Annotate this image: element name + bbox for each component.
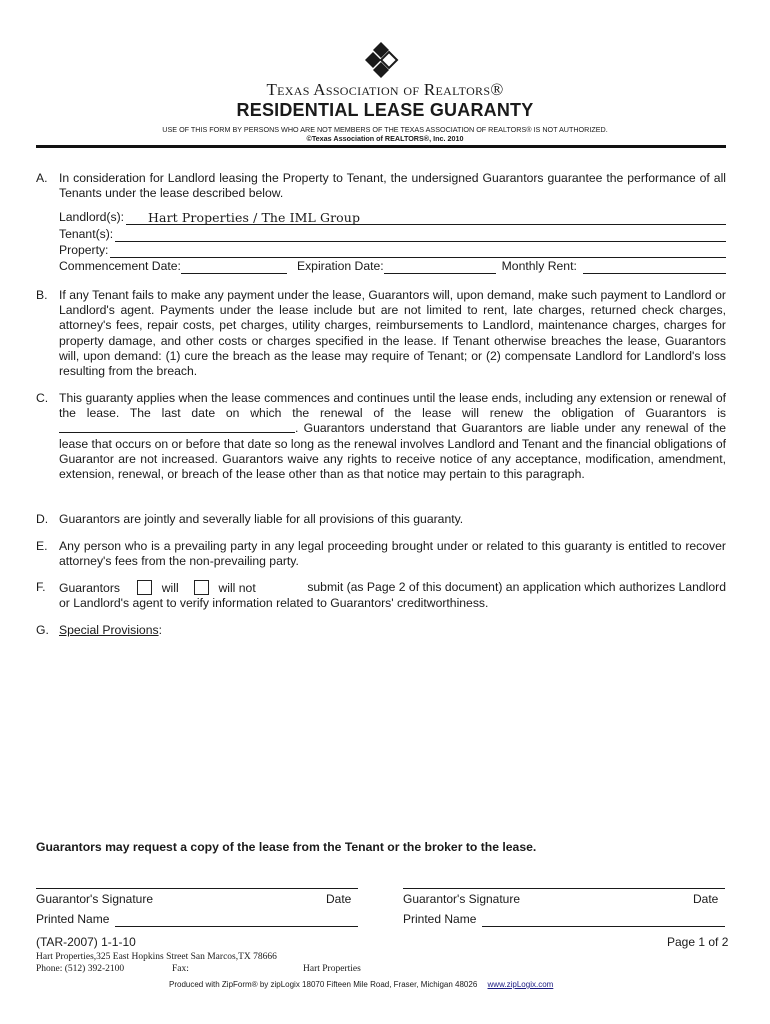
right-sig-label: Guarantor's Signature [403,892,521,906]
page-number: Page 1 of 2 [667,935,729,949]
rent-label: Monthly Rent: [501,259,577,273]
expiration-label: Expiration Date: [296,259,384,273]
left-printed-label: Printed Name [36,912,110,926]
section-f-text-2: or Landlord's agent to verify information related to Guarantors' creditworthiness. [59,596,489,611]
section-g-letter: G. [36,623,49,637]
left-date-label: Date [326,892,352,906]
section-d-letter: D. [36,512,49,526]
section-b-text: If any Tenant fails to make any payment under the lease, Guarantors will, upon demand, make such payment to Landlord or Landlord's agent. Payments under the lease include but are not limited to rent, late charges, returned check charges, attorney's fees, repair costs, pet charges, utility charges, reimbursements to Landlord, maintenance charges, charges for property damage, and other costs or charges specified in the lease. If Tenant otherwise breaches the lease, Guarantors will, upon demand: (1) cure the breach as the lease may require of Tenant; or (2) compensate Landlord for Landlord's loss resulting from the breach. [59,288,726,379]
landlord-row [59,210,726,225]
will-not-checkbox[interactable] [194,580,209,595]
landlord-label: Landlord(s): [59,210,125,224]
org-name: Texas Association of Realtors® [266,80,504,99]
produced-with [169,980,553,989]
tenant-field[interactable] [115,230,726,242]
section-a-text: In consideration for Landlord leasing the Property to Tenant, the undersigned Guarantors guarantee the performance of all Tenants under the lease described below. [59,171,726,201]
header-rule [36,145,726,148]
rent-field[interactable] [583,262,726,274]
produced-text: Produced with ZipForm® by zipLogix 18070 Fifteen Mile Road, Fraser, Michigan 48026 [169,980,478,989]
ziplogix-link[interactable]: www.zipLogix.com [487,980,554,989]
right-printed-field[interactable] [482,915,725,927]
property-label: Property: [59,243,109,257]
special-provisions-colon: : [158,623,162,637]
section-c-block [59,391,726,482]
section-e-letter: E. [36,539,48,553]
expiration-field[interactable] [384,262,496,274]
right-signature-line[interactable] [403,888,725,889]
left-sig-label: Guarantor's Signature [36,892,154,906]
landlord-value: Hart Properties / The IML Group [148,210,361,225]
broker-address: Hart Properties,325 East Hopkins Street San Marcos,TX 78666 [36,952,277,962]
property-row [59,243,726,258]
special-provisions-heading [59,623,162,637]
realtors-logo-icon [362,40,400,80]
commencement-label: Commencement Date: [59,259,181,273]
will-label: will [161,581,179,595]
landlord-field[interactable] [126,210,726,225]
left-signature-line[interactable] [36,888,358,889]
right-printed-row [403,912,725,927]
form-title: RESIDENTIAL LEASE GUARANTY [236,100,534,120]
special-provisions-area[interactable] [59,642,726,822]
copyright: ©Texas Association of REALTORS®, Inc. 2010 [306,134,464,143]
section-c-letter: C. [36,391,49,405]
commencement-field[interactable] [181,262,287,274]
section-e-text: Any person who is a prevailing party in any legal proceeding brought under or related to this guaranty is entitled to recover attorney's fees from the non-prevailing party. [59,539,726,569]
guarantors-label: Guarantors [59,581,120,595]
renewal-date-field[interactable] [59,422,295,433]
will-not-label: will not [218,581,256,595]
right-printed-label: Printed Name [403,912,477,926]
section-c-text-1: This guaranty applies when the lease commences and continues until the lease ends, including any extension or renewal of the lease. The last date on which the renewal of the lease will renew the obligation of Guarantors is [59,391,726,421]
usage-notice: USE OF THIS FORM BY PERSONS WHO ARE NOT MEMBERS OF THE TEXAS ASSOCIATION OF REALTORS® IS NOT AUTHORIZED. [162,125,608,134]
property-field[interactable] [110,246,726,258]
will-checkbox[interactable] [137,580,152,595]
broker-company: Hart Properties [303,964,361,974]
section-c-text-2: . Guarantors understand that Guarantors are liable under any renewal of the lease that occurs on or before that date so long as the renewal involves Landlord and Tenant and the financial obligations of Guarantor are not increased. Guarantors waive any rights to receive notice of any acceptance, modification, amendment, extension, renewal, or breach of the lease other than as that notice may pertain to this paragraph. [59,421,726,482]
section-d-text: Guarantors are jointly and severally liable for all provisions of this guaranty. [59,512,464,526]
left-printed-row [36,912,358,927]
request-copy-note: Guarantors may request a copy of the lease from the Tenant or the broker to the lease. [36,840,537,854]
dates-row [59,259,726,274]
section-f-text-1: submit (as Page 2 of this document) an application which authorizes Landlord [307,580,726,594]
section-f-letter: F. [36,580,46,594]
special-provisions-label: Special Provisions [59,623,159,637]
section-a-letter: A. [36,171,48,185]
broker-fax: Fax: [172,964,189,974]
broker-phone: Phone: (512) 392-2100 [36,964,125,974]
tenant-row [59,227,726,242]
section-f-block [59,580,726,611]
tenant-label: Tenant(s): [59,227,114,241]
form-id: (TAR-2007) 1-1-10 [36,935,136,949]
left-printed-field[interactable] [115,915,358,927]
right-date-label: Date [693,892,719,906]
section-b-letter: B. [36,288,48,302]
